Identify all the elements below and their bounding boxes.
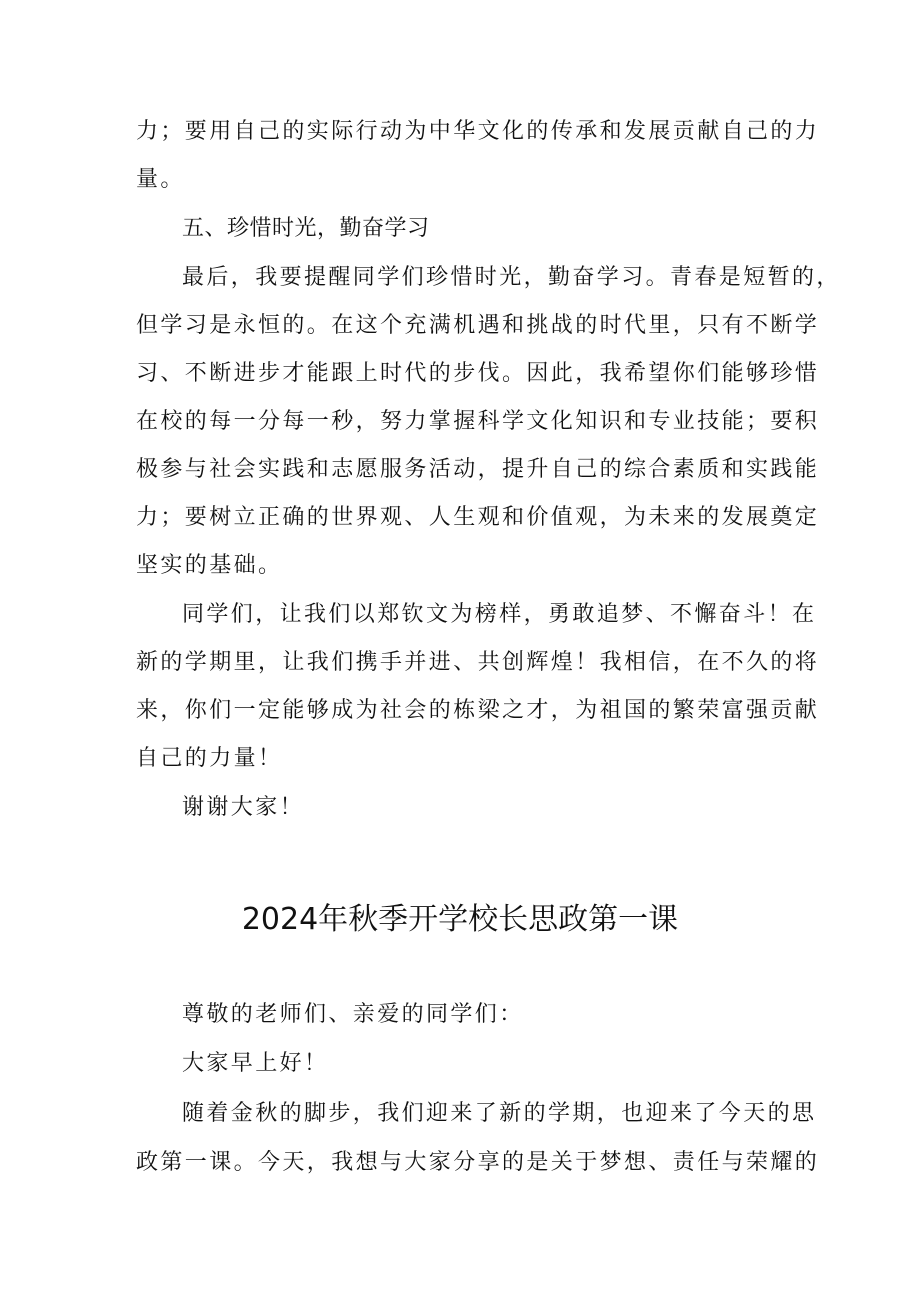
- section-heading: 五、珍惜时光，勤奋学习: [182, 216, 430, 241]
- text-line: 力；要树立正确的世界观、人生观和价值观，为未来的发展奠定: [136, 505, 820, 530]
- closing-line: 谢谢大家！: [182, 795, 305, 820]
- text-line: 新的学期里，让我们携手并进、共创辉煌！我相信，在不久的将: [136, 650, 820, 675]
- document-title: 2024年秋季开学校长思政第一课: [241, 902, 679, 937]
- text-line: 随着金秋的脚步，我们迎来了新的学期，也迎来了今天的思: [182, 1101, 817, 1126]
- text-line: 在校的每一分每一秒，努力掌握科学文化知识和专业技能；要积: [136, 409, 820, 434]
- text-line: 坚实的基础。: [136, 553, 283, 578]
- text-line: 但学习是永恒的。在这个充满机遇和挑战的时代里，只有不断学: [136, 313, 820, 338]
- text-line: 量。: [136, 167, 185, 192]
- text-line: 最后，我要提醒同学们珍惜时光，勤奋学习。青春是短暂的，: [182, 265, 841, 290]
- text-line: 极参与社会实践和志愿服务活动，提升自己的综合素质和实践能: [136, 457, 820, 482]
- text-line: 政第一课。今天，我想与大家分享的是关于梦想、责任与荣耀的: [136, 1150, 820, 1175]
- text-line: 自己的力量！: [136, 746, 283, 771]
- greeting-line: 大家早上好！: [182, 1051, 329, 1076]
- text-line: 来，你们一定能够成为社会的栋梁之才，为祖国的繁荣富强贡献: [136, 698, 820, 723]
- text-line: 力；要用自己的实际行动为中华文化的传承和发展贡献自己的力: [136, 119, 820, 144]
- salutation-line: 尊敬的老师们、亲爱的同学们：: [182, 1002, 524, 1027]
- text-line: 习、不断进步才能跟上时代的步伐。因此，我希望你们能够珍惜: [136, 361, 820, 386]
- text-line: 同学们，让我们以郑钦文为榜样，勇敢追梦、不懈奋斗！在: [182, 602, 817, 627]
